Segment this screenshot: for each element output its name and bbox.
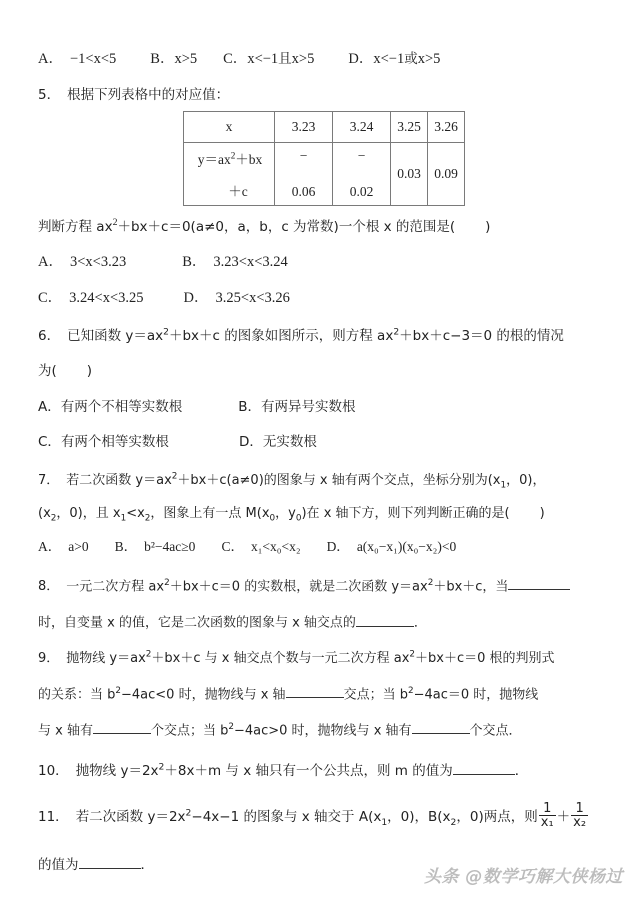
q7-line1-exponent: 2 (171, 471, 178, 482)
table-cell-x-323: 3.23 (275, 112, 333, 143)
table-cell-x-325: 3.25 (391, 112, 428, 143)
q7-line2-sub-2: 1 (120, 513, 127, 524)
q7-number: 7． (38, 472, 60, 488)
q11-plus-sign: ＋ (556, 808, 571, 825)
q5-prompt-exponent: 2 (112, 217, 118, 229)
q5-option-c-label: C． (38, 290, 63, 306)
q11-line1-mid: −4x−1 的图象与 x 轴交于 A(x (191, 808, 382, 825)
q7-option-c-label: C． (221, 538, 244, 554)
table-row (184, 112, 465, 143)
q9-line2-pre: 的关系：当 b (38, 687, 116, 703)
q9-line3-exponent: 2 (228, 722, 234, 733)
q4-option-c-text-2: x>5 (291, 51, 315, 67)
q8-blank-1[interactable] (508, 577, 570, 590)
table-cell-y-323 (275, 143, 333, 206)
q11-line1-sub-2: 2 (450, 816, 457, 828)
q10-mid: ＋8x＋m 与 x 轴只有一个公共点，则 m 的值为 (164, 763, 453, 780)
q6-line-2 (38, 365, 610, 379)
q11-frac1-numerator: 1 (543, 800, 552, 816)
q4-option-a-text: −1<x<5 (69, 51, 117, 67)
q7-line2-e: )在 x 轴下方，则下列判断正确的是( (301, 505, 510, 521)
q9-line3-a: 个交点；当 b (150, 723, 229, 739)
q8-line1-exponent-1: 2 (164, 578, 170, 589)
q8-line-1 (38, 577, 610, 593)
q5-option-c-text: 3.24<x<3.25 (69, 290, 144, 306)
q9-line-1 (38, 649, 610, 666)
watermark-text: 头条 @数学巧解大侠杨过 (424, 867, 623, 887)
q5-prompt-mid: ＋bx＋c＝0(a≠0，a，b，c 为常数)一个根 x 的范围是( (117, 219, 456, 235)
q5-stem-text: 根据下列表格中的对应值： (67, 86, 230, 103)
q7-line2-b: <x (126, 505, 145, 521)
q8-line1-pre: 一元二次方程 ax (66, 579, 165, 595)
q4-option-b-label: B． (150, 51, 175, 67)
q7-option-d-text: a(x₀−x₁)(x₀−x₂)<0 (356, 538, 457, 554)
q9-line3-b: −4ac>0 时，抛物线与 x 轴有 (233, 723, 412, 739)
q10-end: ． (514, 763, 529, 780)
q9-line-2 (38, 685, 610, 701)
q7-option-a-text: a>0 (68, 538, 89, 554)
q9-blank-2[interactable] (93, 721, 151, 734)
q4-option-d-conj: 或 (404, 51, 418, 67)
q11-line-1 (38, 800, 610, 831)
y-label-top-tail: ＋bx (235, 152, 263, 167)
q5-option-a-text: 3<x<3.23 (69, 253, 127, 270)
q9-blank-3[interactable] (412, 721, 470, 734)
q7-line-2 (38, 505, 610, 524)
q9-line3-c: 个交点． (469, 723, 522, 739)
q6-line2-close: ) (86, 363, 93, 379)
q10-pre: 抛物线 y＝2x (75, 763, 159, 780)
table-cell-y-326: 0.09 (428, 143, 465, 206)
q5-option-d-text: 3.25<x<3.26 (215, 290, 290, 306)
q8-line1-tail: ＋bx＋c，当 (433, 579, 509, 595)
q11-line1-b: ，0)两点，则 (456, 808, 538, 825)
q7-line2-sub-3: 2 (144, 513, 151, 524)
q9-line-3 (38, 721, 610, 737)
q7-option-b-text: b²−4ac≥0 (144, 538, 196, 554)
q5-option-b-label: B． (182, 253, 207, 270)
q8-line1-exponent-2: 2 (427, 578, 434, 589)
q7-line1-pre: 若二次函数 y＝ax (66, 472, 172, 488)
q5-stem (38, 86, 610, 103)
q11-line1-pre: 若二次函数 y＝2x (75, 808, 186, 825)
q11-blank[interactable] (79, 855, 141, 869)
q5-number: 5． (38, 86, 61, 103)
q6-line2-pre: 为( (38, 363, 57, 379)
q6-line1-exponent-1: 2 (163, 326, 169, 337)
q7-line2-close: ) (539, 505, 545, 521)
q6-line1-mid: ＋bx＋c 的图象如图所示，则方程 ax (168, 327, 394, 344)
q6-option-d-label: D． (238, 434, 263, 450)
q8-number: 8． (38, 579, 60, 595)
q4-option-d-text-2: x>5 (417, 51, 441, 67)
q6-line1-exponent-2: 2 (393, 326, 400, 337)
q5-options-row-1 (38, 255, 610, 270)
y-label-exponent: 2 (230, 150, 236, 161)
q7-line1-tail: ，0)， (506, 472, 546, 488)
q4-option-c-text-1: x<−1 (247, 51, 279, 67)
q7-option-b-label: B． (114, 538, 138, 554)
y-label-top: y＝ax (197, 152, 231, 167)
table-cell-y-label (184, 143, 275, 206)
q8-line-2 (38, 613, 610, 629)
q10-blank[interactable] (453, 761, 515, 775)
q5-option-b-text: 3.23<x<3.24 (213, 253, 288, 270)
q6-option-a-label: A． (38, 398, 61, 415)
q7-line-1 (38, 471, 610, 491)
q4-option-d-text-1: x<−1 (373, 51, 405, 67)
q6-options-row-2 (38, 436, 610, 450)
q4-option-d-label: D． (348, 51, 374, 67)
q9-line1-pre: 抛物线 y＝ax (66, 650, 146, 666)
q7-line2-d: ，y (275, 505, 296, 521)
q7-line2-sub-5: 0 (295, 513, 302, 524)
table-cell-y-325: 0.03 (391, 143, 428, 206)
table-cell-y-324 (333, 143, 391, 206)
q4-option-a-label: A． (38, 51, 63, 67)
q11-line1-a: ，0)，B(x (387, 808, 451, 825)
q4-option-b-text: x>5 (174, 51, 198, 67)
q4-options-line (38, 52, 610, 67)
q9-line1-exponent-2: 2 (409, 649, 416, 660)
q5-prompt (38, 217, 610, 235)
q5-options-row-2 (38, 291, 610, 306)
q6-line-1 (38, 326, 610, 344)
y-324-value: 0.02 (349, 184, 374, 199)
q9-line2-exponent-2: 2 (407, 685, 414, 696)
table-cell-x-326: 3.26 (428, 112, 465, 143)
q7-line2-sub-4: 0 (269, 513, 276, 524)
q6-option-a-text: 有两个不相等实数根 (60, 398, 183, 415)
q5-prompt-close: ) (485, 219, 491, 235)
q11-frac2-denominator: x₂ (573, 815, 587, 831)
q7-options-row (38, 540, 610, 554)
q9-line2-exponent-1: 2 (115, 685, 122, 696)
y-324-sign: − (357, 148, 366, 163)
q6-number: 6． (38, 327, 61, 344)
q8-line1-mid: ＋bx＋c＝0 的实数根，就是二次函数 y＝ax (169, 579, 428, 595)
q9-number: 9． (38, 650, 60, 666)
q7-option-d-label: D． (326, 538, 350, 554)
q11-frac1-denominator: x₁ (540, 815, 554, 831)
q6-line1-pre: 已知函数 y＝ax (67, 327, 164, 344)
q8-blank-2[interactable] (356, 613, 414, 626)
q5-prompt-pre: 判断方程 ax (38, 219, 113, 235)
q10-exponent: 2 (158, 761, 165, 773)
q9-line1-tail: ＋bx＋c＝0 根的判别式 (415, 650, 555, 666)
table-row (184, 143, 465, 206)
q7-line2-c: ，图象上有一点 M(x (150, 505, 270, 521)
q9-line1-exponent-1: 2 (145, 649, 152, 660)
q11-line2-end: ． (140, 856, 154, 873)
q5-data-table (183, 111, 465, 206)
q8-line2-pre: 时，自变量 x 的值，它是二次函数的图象与 x 轴交点的 (38, 615, 356, 631)
table-cell-x-label: x (184, 112, 275, 143)
q7-option-a-label: A． (38, 538, 62, 554)
q5-table-wrapper (183, 111, 610, 206)
q11-line2-pre: 的值为 (38, 856, 79, 873)
q11-fraction-2 (571, 802, 588, 830)
q11-fraction-1 (539, 802, 556, 830)
q11-frac2-numerator: 1 (575, 800, 584, 816)
q9-line2-c: −4ac＝0 时，抛物线 (413, 687, 539, 703)
q4-option-c-label: C． (223, 51, 248, 67)
q11-line1-sub-1: 1 (381, 816, 388, 828)
q6-option-b-label: B． (238, 398, 262, 415)
q5-option-d-label: D． (183, 290, 209, 306)
q6-options-row-1 (38, 398, 610, 415)
y-323-value: 0.06 (291, 184, 316, 199)
q7-line2-a: ，0)，且 x (56, 505, 121, 521)
q4-option-c-conj: 且 (278, 51, 292, 67)
q10-line (38, 761, 610, 778)
q6-line1-tail: ＋bx＋c−3＝0 的根的情况 (399, 327, 564, 344)
q9-line2-b: 交点；当 b (343, 687, 408, 703)
q6-option-b-text: 有两异号实数根 (261, 398, 356, 415)
q8-line2-end: ． (413, 615, 427, 631)
q9-line2-a: −4ac<0 时，抛物线与 x 轴 (121, 687, 286, 703)
q7-line1-mid: ＋bx＋c(a≠0)的图象与 x 轴有两个交点，坐标分别为(x (177, 472, 501, 488)
q10-number: 10． (38, 763, 69, 780)
table-cell-x-324: 3.24 (333, 112, 391, 143)
q11-line1-exponent: 2 (185, 807, 192, 819)
q6-option-c-text: 有两个相等实数根 (60, 434, 169, 450)
q7-line1-subscript: 1 (500, 480, 507, 491)
q11-number: 11． (38, 808, 69, 825)
q6-option-c-label: C． (38, 434, 61, 450)
q7-line2-sub-1: 2 (50, 513, 57, 524)
q6-option-d-text: 无实数根 (262, 434, 317, 450)
q9-blank-1[interactable] (286, 685, 344, 698)
y-label-bottom: ＋c (228, 184, 248, 199)
y-323-sign: − (299, 148, 308, 163)
q7-line2-pre: (x (38, 505, 51, 521)
q9-line3-pre: 与 x 轴有 (38, 723, 93, 739)
q9-line1-mid: ＋bx＋c 与 x 轴交点个数与一元二次方程 ax (151, 650, 410, 666)
q5-option-a-label: A． (38, 253, 63, 270)
q7-option-c-text: x₁<x₀<x₂ (250, 538, 301, 554)
